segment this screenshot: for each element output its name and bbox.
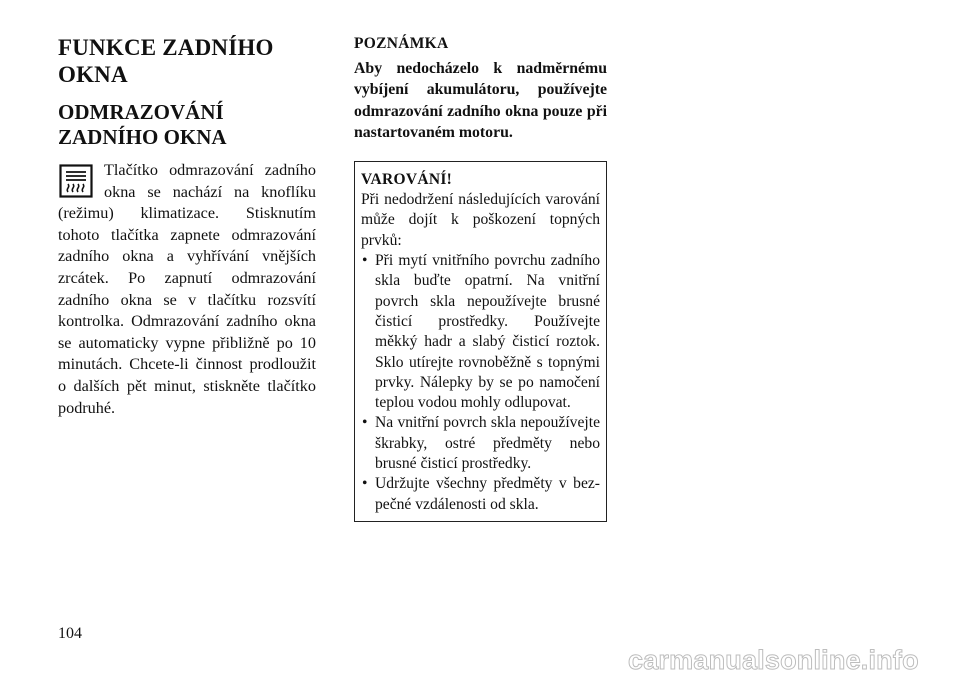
warning-item: • Při mytí vnitřního povrchu zadního skla buďte opatrní. Na vnitřní povrch skla nepoužívejte brusné čisticí prostředky. Používejte měkký hadr a slabý čisticí roztok. Sklo utírejte rovnoběžně s topnými prvky. Nálepky by se po namočení teplou vodou mohly odlupovat. (361, 251, 600, 413)
watermark-text: carmanualsonline.info (628, 645, 919, 675)
warning-item: • Na vnitřní povrch skla nepoužívejte škrabky, ostré předměty nebo brusné čisticí prostředky. (361, 413, 600, 474)
right-column (354, 34, 607, 522)
warning-intro: Při nedodržení následujících varování může dojít k poškození topných prvků: (361, 191, 600, 249)
watermark-logo (628, 645, 950, 675)
note-title: POZNÁMKA (354, 35, 449, 52)
warning-box (354, 161, 607, 522)
left-column (58, 34, 316, 419)
page-number: 104 (58, 625, 82, 642)
warning-list (361, 251, 600, 515)
defrost-body-text: Tlačítko odmrazování zadního okna se nachází na knoflíku (režimu) klimatizace. Stisknutím tohoto tlačítka zapnete odmrazování zadního okna a vyhřívání vnějších zrcátek. Po zapnutí odmrazování zadního okna se v tlačítku rozsvítí kontrolka. Odmrazování zadního okna se automaticky vypne přibližně po 10 minutách. Chcete-li činnost prodloužit o dalších pět minut, stiskněte tlačítko podruhé. (58, 161, 316, 417)
note-text: Aby nedocházelo k nadměrnému vybíjení akumulátoru, používejte odmrazování zadního okna pouze při nastartovaném motoru. (354, 60, 607, 141)
defrost-paragraph (58, 160, 316, 419)
rear-defrost-icon (58, 163, 94, 199)
subsection-title: ODMRAZOVÁNÍ ZADNÍHO OKNA (58, 100, 227, 149)
section-title: FUNKCE ZADNÍHO OKNA (58, 35, 274, 87)
warning-item: • Udržujte všechny předměty v bezpečné vzdálenosti od skla. (361, 474, 600, 515)
warning-title: VAROVÁNÍ! (361, 171, 453, 189)
